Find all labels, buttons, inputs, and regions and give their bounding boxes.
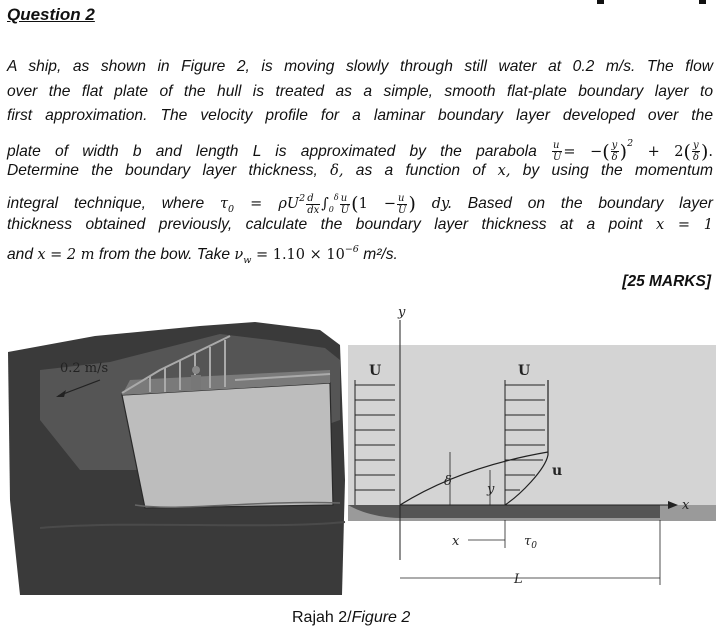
marks-label: [25 MARKS] [622,273,711,290]
question-heading: Question 2 [7,5,95,24]
text-line-8: and x = 2 m from the bow. Take $\nu_w = 1.10 \times 10^{-6}$ m²/s. [7,243,398,267]
free-stream-u-right: U [518,363,531,379]
velocity-profile-equation: $\frac{u}{U}$ = −( $\frac{y}{\delta}$ )$^2$ + 2( $\frac{y}{\delta}$ ). [552,137,713,164]
text-line-2: over the flat plate of the hull is treated as a simple, smooth flat-plate boundary layer to [7,82,713,100]
delta-label: δ [444,474,452,489]
figure-caption: Rajah 2/Figure 2 [292,609,411,626]
top-edge-mark-left [597,0,604,4]
top-edge-mark-right [699,0,706,4]
x-axis-label: x [682,498,690,513]
ship-speed-label: 0.2 m/s [60,361,109,376]
plate-length-label: L [514,572,523,587]
question-body [7,55,714,267]
local-velocity-u: u [552,463,563,479]
wall-shear-label: $\tau_0$ [524,534,537,551]
y-inner-label: y [487,482,495,497]
figure-2 [0,300,723,606]
momentum-integral-equation: $\tau_0 = \rho U^2$ $\frac{d}{dx}$ $\int_0^\delta$ $\frac{u}{U}$ (1 − $\frac{u}{U}$ ) dy. [220,192,452,216]
text-line-3: first approximation. The velocity profile for a laminar boundary layer developed over the [7,107,713,125]
x-distance-label: x [452,534,460,549]
text-line-4: plate of width b and length L is approximated by the parabola $\frac{u}{U}$ = −( $\frac{y}{\delta}$ )$^2$ + 2( $\frac{y}{\delta}$ ). [7,137,713,164]
text-line-6: integral technique, where $\tau_0 = \rho U^2$ $\frac{d}{dx}$ $\int_0^\delta$ $\frac{u}{U}$ (1 − $\frac{u}{U}$ ) dy. Based on the boundary layer [7,192,713,216]
ship-photo [8,322,345,595]
free-stream-u-left: U [369,363,382,379]
text-line-5: Determine the boundary layer thickness, δ, as a function of x, by using the momentum [7,161,713,179]
text-line-1: A ship, as shown in Figure 2, is moving slowly through still water at 0.2 m/s. The flow [7,58,713,75]
text-line-7: thickness obtained previously, calculate the boundary layer thickness at a point x = 1 [7,216,714,234]
y-axis-label: y [398,305,406,320]
